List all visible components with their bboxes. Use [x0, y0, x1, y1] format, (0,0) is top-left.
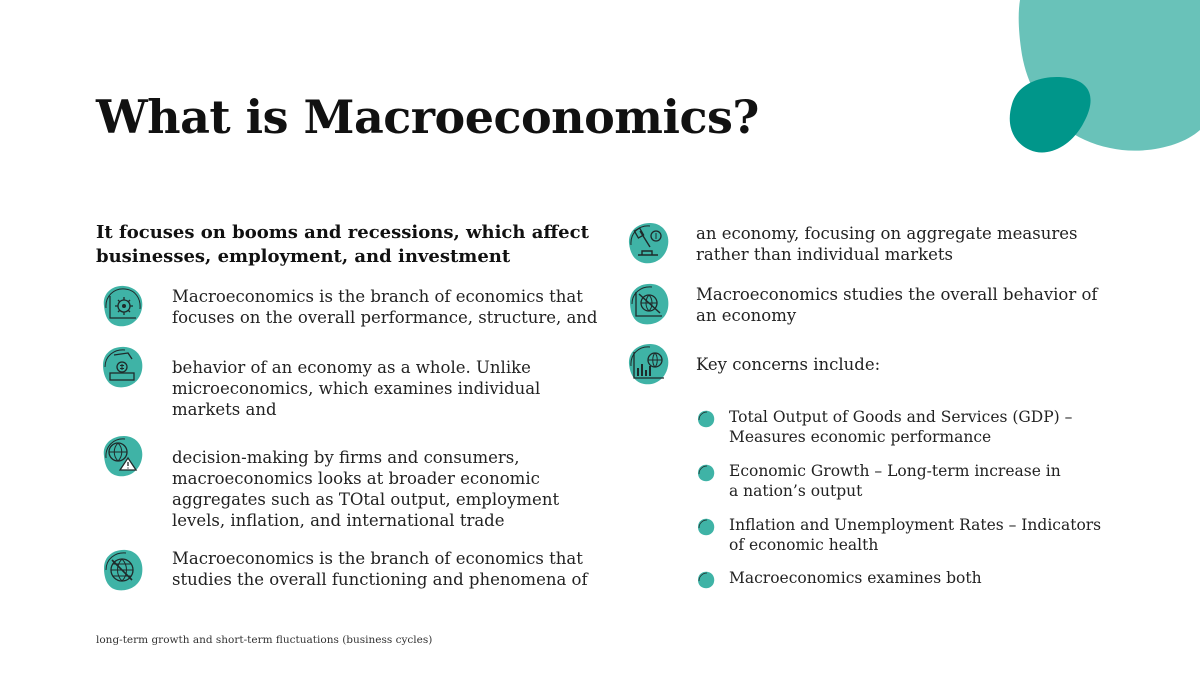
right-item-3	[624, 340, 1124, 392]
footnote: long-term growth and short-term fluctuations (business cycles)	[96, 634, 433, 646]
right-item-1-text: an economy, focusing on aggregate measures rather than individual markets	[696, 224, 1078, 264]
left-item-2-text: behavior of an economy as a whole. Unlike microeconomics, which examines individual markets and	[172, 358, 541, 419]
globe-warning-icon	[98, 432, 146, 480]
bullet-item-2	[696, 461, 1116, 505]
gear-chart-icon	[98, 282, 146, 330]
left-item-3	[98, 432, 618, 532]
left-item-2	[98, 343, 618, 423]
right-item-3-text: Key concerns include:	[696, 355, 881, 374]
bullet-dot-icon	[696, 570, 716, 590]
subtitle: It focuses on booms and recessions, which affect businesses, employment, and investment	[96, 222, 589, 267]
bullet-dot-icon	[696, 463, 716, 483]
bullet-item-4	[696, 568, 1116, 594]
dark-teal-blob	[1010, 77, 1091, 152]
bullet-item-1-text: Total Output of Goods and Services (GDP) – Measures economic performance	[729, 408, 1073, 446]
left-item-1-text: Macroeconomics is the branch of economics that focuses on the overall performance, structure, and	[172, 287, 598, 327]
microscope-coin-icon	[624, 219, 672, 267]
globe-crossed-icon	[98, 546, 146, 594]
bullet-item-3	[696, 515, 1116, 559]
light-teal-blob	[1019, 0, 1200, 151]
bullet-item-3-text: Inflation and Unemployment Rates – Indicators of economic health	[729, 516, 1102, 554]
globe-bars-icon	[624, 340, 672, 388]
left-item-4-text: Macroeconomics is the branch of economics that studies the overall functioning and phenomena of	[172, 549, 588, 589]
crossed-chart-icon	[624, 280, 672, 328]
right-item-2	[624, 280, 1124, 332]
bullet-item-1	[696, 407, 1116, 451]
left-item-4	[98, 546, 618, 598]
page-title: What is Macroeconomics?	[96, 90, 759, 144]
left-item-1	[98, 282, 618, 334]
bullet-dot-icon	[696, 517, 716, 537]
bullet-item-2-text: Economic Growth – Long-term increase in a nation’s output	[729, 462, 1061, 500]
bullet-dot-icon	[696, 409, 716, 429]
money-hand-icon	[98, 343, 146, 391]
bullet-item-4-text: Macroeconomics examines both	[729, 569, 982, 587]
right-item-1	[624, 219, 1124, 271]
left-item-3-text: decision-making by firms and consumers, macroeconomics looks at broader economic aggregates such as TOtal output, employment levels, inflation, and international trade	[172, 448, 560, 530]
right-item-2-text: Macroeconomics studies the overall behavior of an economy	[696, 285, 1098, 325]
